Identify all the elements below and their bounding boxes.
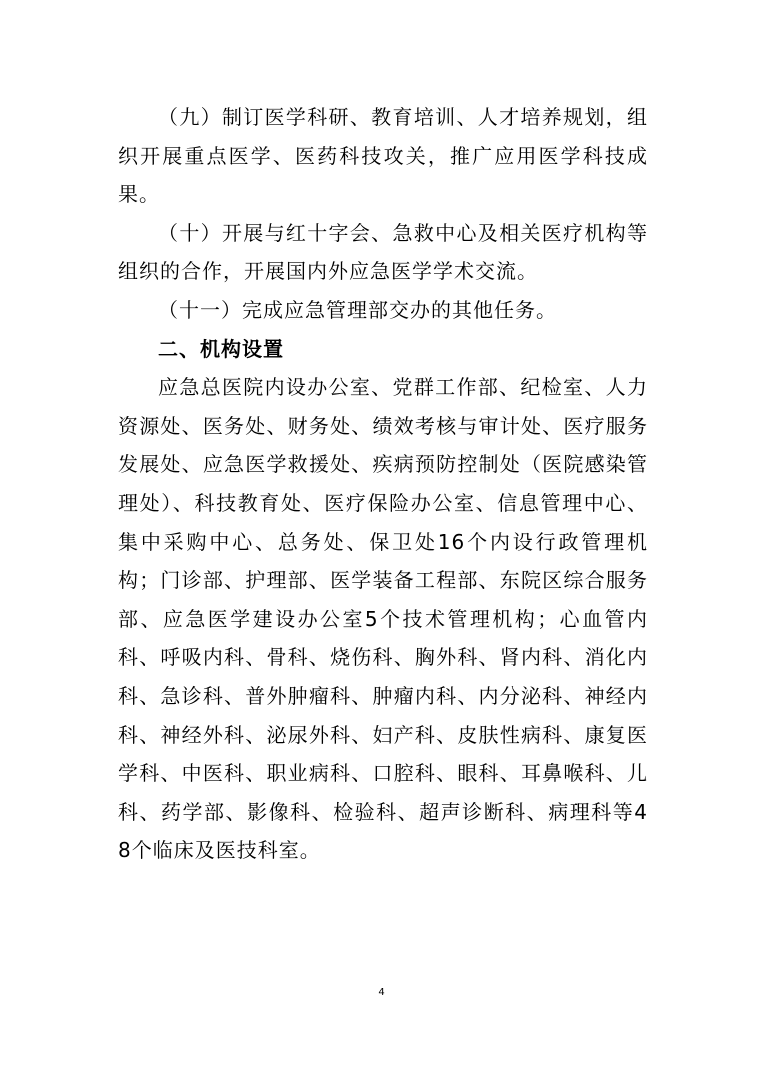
page-number: 4 [378, 987, 385, 998]
paragraph-item-11: （十一）完成应急管理部交办的其他任务。 [158, 297, 557, 322]
document-body [118, 98, 648, 870]
institution-setup-paragraph: 应急总医院内设办公室、党群工作部、纪检室、人力资源处、医务处、财务处、绩效考核与审计处、医疗服务发展处、应急医学救援处、疾病预防控制处（医院感染管理处）、科技教育处、医疗保险办公室、信息管理中心、集中采购中心、总务处、保卫处16个内设行政管理机构；门诊部、护理部、医学装备工程部、东院区综合服务部、应急医学建设办公室5个技术管理机构；心血管内科、呼吸内科、骨科、烧伤科、胸外科、肾内科、消化内科、急诊科、普外肿瘤科、肿瘤内科、内分泌科、神经内科、神经外科、泌尿外科、妇产科、皮肤性病科、康复医学科、中医科、职业病科、口腔科、眼科、耳鼻喉科、儿科、药学部、影像科、检验科、超声诊断科、病理科等48个临床及医技科室。 [118, 375, 648, 863]
paragraph-item-9: （九）制订医学科研、教育培训、人才培养规划，组织开展重点医学、医药科技攻关，推广应用医学科技成果。 [118, 105, 648, 207]
paragraph-item-10: （十）开展与红十字会、急救中心及相关医疗机构等组织的合作，开展国内外应急医学学术交流。 [118, 220, 648, 284]
section-heading: 二、机构设置 [158, 336, 284, 361]
